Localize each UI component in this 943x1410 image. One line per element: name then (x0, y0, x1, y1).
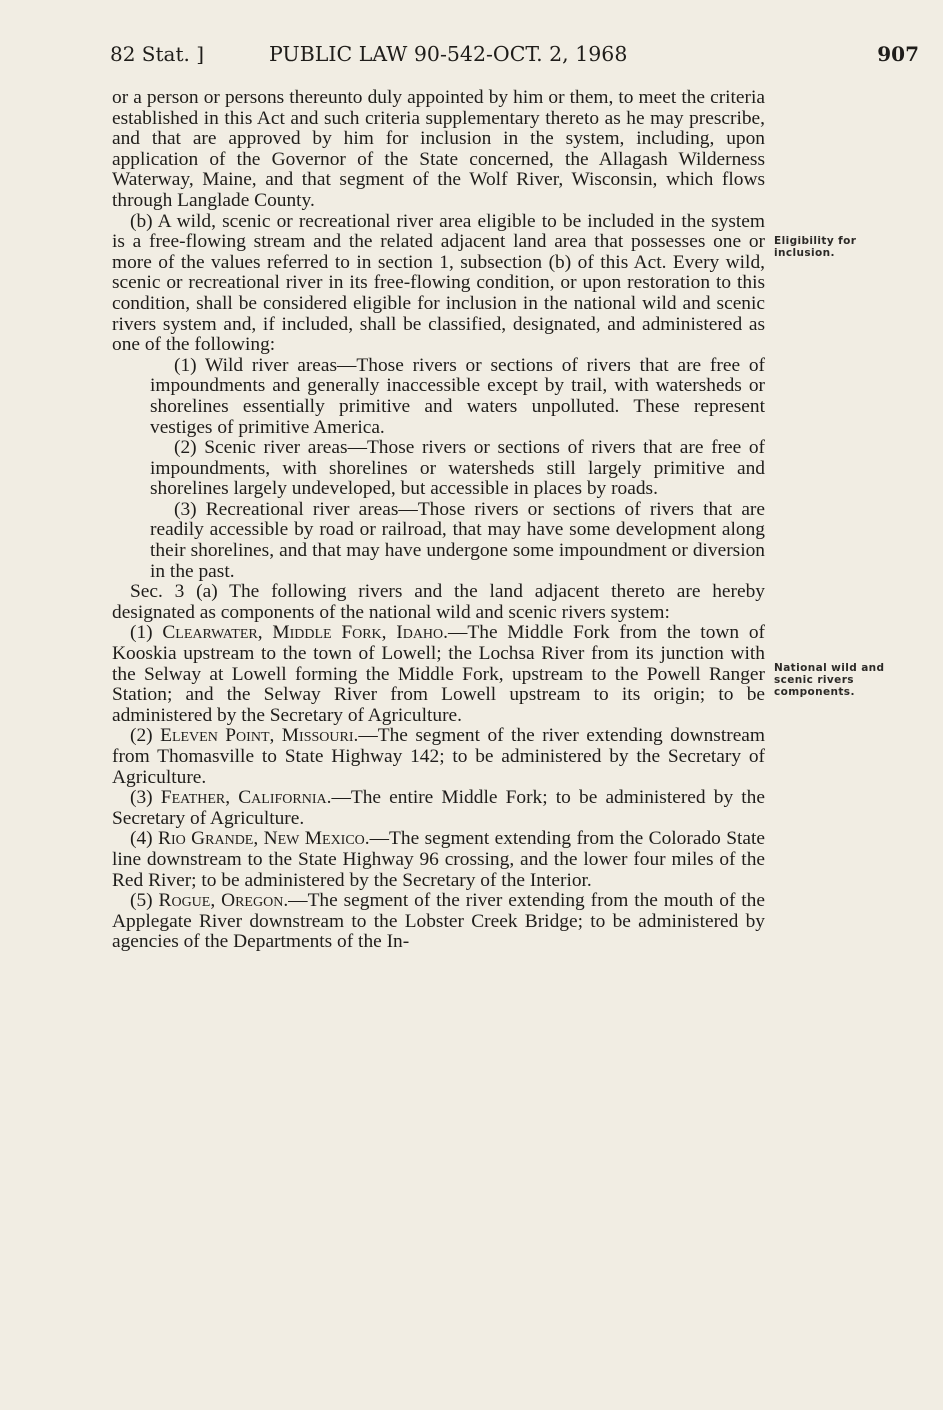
page-number: 907 (877, 42, 919, 66)
river-item (112, 829, 765, 891)
river-name: Rio Grande, New Mexico. (158, 828, 370, 850)
statute-reference: 82 Stat. ] (110, 42, 205, 66)
main-text-column (112, 88, 765, 953)
river-text: —The segment extending from the Colorado State line downstream to the State Highway 96 crossing, and the lower four miles of the Red River; to be administered by the Secretary of the Interior. (112, 828, 766, 891)
river-number: (2) (130, 725, 153, 747)
river-number: (4) (130, 828, 153, 850)
running-head-title: PUBLIC LAW 90-542-OCT. 2, 1968 (269, 42, 628, 66)
river-number: (1) (130, 622, 153, 644)
river-name: Feather, California. (160, 787, 332, 809)
paragraph-wild-river-areas: (1) Wild river areas—Those rivers or sections of rivers that are free of impoundments and generally inaccessible except by trail, with watersheds or shorelines essentially primitive and waters unpolluted. These represent vestiges of primitive America. (150, 354, 765, 438)
paragraph-section-3a: Sec. 3 (a) The following rivers and the land adjacent thereto are hereby designated as components of the national wild and scenic rivers system: (112, 581, 765, 623)
river-name: Eleven Point, Missouri. (160, 725, 359, 747)
river-number: (5) (130, 890, 153, 912)
paragraph-subsection-b: (b) A wild, scenic or recreational river area eligible to be included in the system is a free-flowing stream and the related adjacent land area that possesses one or more of the values referred to in section 1, subsection (b) of this Act. Every wild, scenic or recreational river in its free-flowing condition, or upon restoration to this condition, shall be considered eligible for inclusion in the national wild and scenic rivers system and, if included, shall be classified, designated, and administered as one of the following: (112, 210, 765, 356)
river-text: —The segment of the river extending from the mouth of the Applegate River downstream to the Lobster Creek Bridge; to be administered by agencies of the Departments of the In- (112, 890, 765, 953)
river-item (112, 726, 765, 788)
paragraph-continuation: or a person or persons thereunto duly appointed by him or them, to meet the criteria established in this Act and such criteria supplementary thereto as he may prescribe, and that are approved by him for inclusion in the system, including, upon application of the Governor of the State concerned, the Allagash Wilderness Waterway, Maine, and that segment of the Wolf River, Wisconsin, which flows through Langlade County. (112, 87, 765, 211)
river-item (112, 788, 765, 829)
margin-note-eligibility: Eligibility for inclusion. (774, 235, 857, 259)
river-name: Clearwater, Middle Fork, Idaho. (162, 622, 449, 644)
river-number: (3) (130, 787, 153, 809)
river-text: —The Middle Fork from the town of Kooskia upstream to the town of Lowell; the Lochsa River from its junction with the Selway at Lowell forming the Middle Fork, upstream to the Powell Ranger Station; and the Selway River from Lowell upstream to its origin; to be administered by the Secretary of Agriculture. (112, 622, 765, 726)
margin-note-components: National wild and scenic rivers components. (774, 662, 885, 698)
paragraph-recreational-river-areas: (3) Recreational river areas—Those rivers or sections of rivers that are readily accessible by road or railroad, that may have some development along their shorelines, and that may have undergone some impoundment or diversion in the past. (150, 498, 765, 582)
river-item (112, 623, 765, 726)
river-item (112, 891, 765, 953)
river-text: —The entire Middle Fork; to be administered by the Secretary of Agriculture. (112, 787, 765, 829)
river-name: Rogue, Oregon. (158, 890, 289, 912)
paragraph-scenic-river-areas: (2) Scenic river areas—Those rivers or sections of rivers that are free of impoundments, with shorelines or watersheds still largely primitive and shorelines largely undeveloped, but accessible in places by roads. (150, 437, 765, 500)
river-text: —The segment of the river extending downstream from Thomasville to State Highway 142; to be administered by the Secretary of Agriculture. (112, 725, 765, 788)
